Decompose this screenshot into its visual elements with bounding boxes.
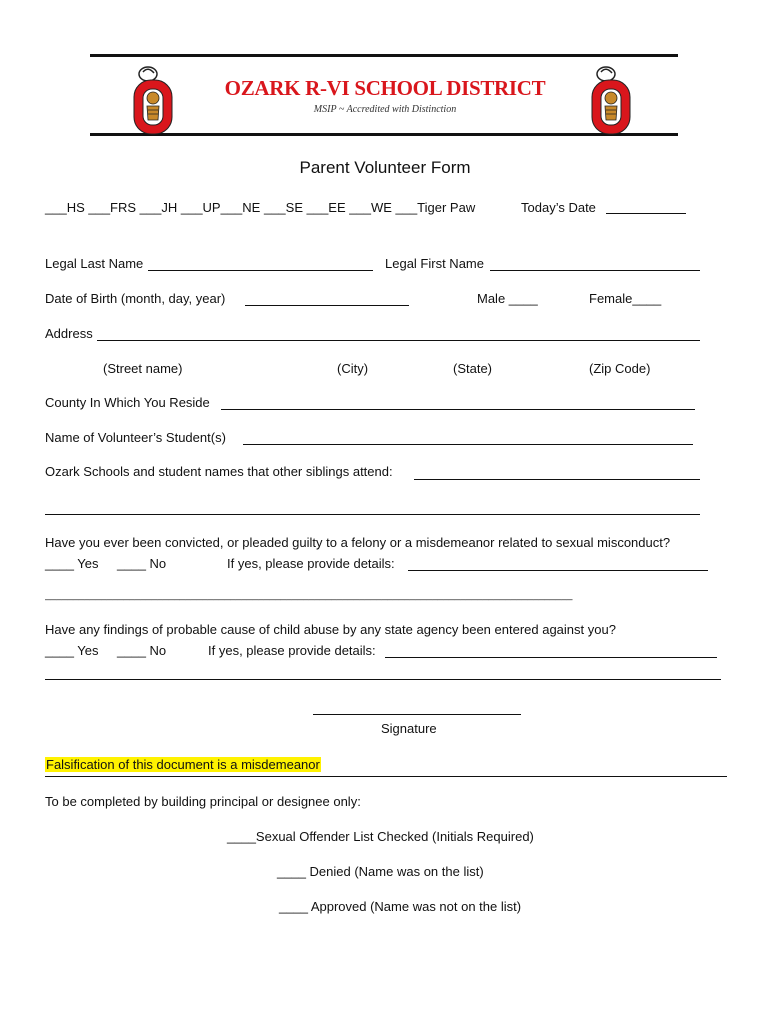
question-sexual-misconduct: Have you ever been convicted, or pleaded guilty to a felony or a misdemeanor related to sexual misconduct? — [45, 535, 671, 550]
question-child-abuse: Have any findings of probable cause of child abuse by any state agency been entered against you? — [45, 622, 616, 637]
zip-code-label: (Zip Code) — [589, 361, 651, 376]
female-option[interactable]: Female____ — [589, 291, 662, 306]
q1-details-label: If yes, please provide details: — [227, 556, 395, 571]
signature-label: Signature — [381, 721, 437, 736]
county-field[interactable] — [221, 409, 695, 410]
city-label: (City) — [337, 361, 369, 376]
siblings-field-line-2[interactable] — [45, 514, 700, 515]
q2-details-field[interactable] — [385, 657, 717, 658]
denied-option[interactable]: ____ Denied (Name was on the list) — [277, 864, 484, 879]
section-divider — [45, 776, 727, 777]
students-label: Name of Volunteer’s Student(s) — [45, 430, 226, 445]
header-top-rule — [90, 54, 678, 57]
q1-yes-option[interactable]: ____ Yes — [45, 556, 99, 571]
office-use-intro: To be completed by building principal or designee only: — [45, 794, 361, 809]
q1-no-option[interactable]: ____ No — [117, 556, 167, 571]
siblings-label: Ozark Schools and student names that other siblings attend: — [45, 464, 393, 479]
students-field[interactable] — [243, 444, 693, 445]
legal-first-name-field[interactable] — [490, 270, 700, 271]
male-option[interactable]: Male ____ — [477, 291, 538, 306]
siblings-field[interactable] — [414, 479, 700, 480]
q1-details-field[interactable] — [408, 570, 708, 571]
signature-field[interactable] — [313, 714, 521, 715]
dob-label: Date of Birth (month, day, year) — [45, 291, 226, 306]
q2-details-label: If yes, please provide details: — [208, 643, 376, 658]
todays-date-field[interactable] — [606, 213, 686, 214]
falsification-warning: Falsification of this document is a misdemeanor — [46, 757, 320, 772]
form-title: Parent Volunteer Form — [299, 158, 471, 177]
approved-option[interactable]: ____ Approved (Name was not on the list) — [279, 899, 522, 914]
q1-details-dash-line[interactable]: ______________________________________________________________________________________________ — [45, 590, 573, 601]
q2-yes-option[interactable]: ____ Yes — [45, 643, 99, 658]
sex-offender-list-check[interactable]: ____Sexual Offender List Checked (Initials Required) — [227, 829, 534, 844]
district-title: OZARK R-VI SCHOOL DISTRICT — [224, 76, 546, 100]
school-checklist[interactable]: ___HS ___FRS ___JH ___UP___NE ___SE ___EE ___WE ___Tiger Paw — [45, 200, 476, 215]
street-name-label: (Street name) — [103, 361, 183, 376]
legal-last-name-label: Legal Last Name — [45, 256, 144, 271]
county-label: County In Which You Reside — [45, 395, 210, 410]
address-field[interactable] — [97, 340, 700, 341]
legal-last-name-field[interactable] — [148, 270, 373, 271]
q2-details-field-line-2[interactable] — [45, 679, 721, 680]
legal-first-name-label: Legal First Name — [385, 256, 484, 271]
district-subtitle: MSIP ~ Accredited with Distinction — [313, 104, 457, 115]
q2-no-option[interactable]: ____ No — [117, 643, 167, 658]
todays-date-label: Today’s Date — [521, 200, 596, 215]
dob-field[interactable] — [245, 305, 409, 306]
address-label: Address — [45, 326, 93, 341]
state-label: (State) — [453, 361, 493, 376]
